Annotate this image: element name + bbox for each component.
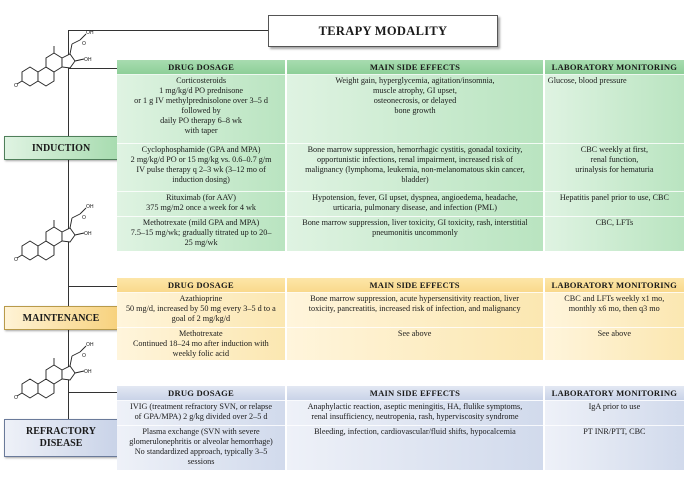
table-row <box>117 144 684 192</box>
header-main-side-effects: MAIN SIDE EFFECTS <box>286 386 544 401</box>
svg-text:O: O <box>82 353 86 359</box>
table-row <box>117 75 684 144</box>
effects-cell: Hypotension, fever, GI upset, dyspnea, angioedema, headache, urticaria, pulmonary disease, and infection (PML) <box>286 192 544 217</box>
lab-cell: Hepatitis panel prior to use, CBC <box>544 192 684 217</box>
svg-text:O: O <box>14 395 18 400</box>
lab-cell: See above <box>544 328 684 361</box>
table-row <box>117 293 684 328</box>
svg-text:OH: OH <box>86 30 94 36</box>
svg-text:O: O <box>82 215 86 221</box>
steroid-molecule-icon <box>14 338 106 400</box>
header-main-side-effects: MAIN SIDE EFFECTS <box>286 60 544 75</box>
svg-text:O: O <box>14 257 18 262</box>
svg-text:O: O <box>82 41 86 47</box>
lab-cell: PT INR/PTT, CBC <box>544 426 684 471</box>
table-row <box>117 401 684 426</box>
steroid-molecule-icon <box>14 200 106 262</box>
refractory-table <box>117 386 684 470</box>
table-row <box>117 217 684 252</box>
drug-cell: Plasma exchange (SVN with severe glomerulonephritis or alveolar hemorrhage) No standardized approach, typically 3–5 sessions <box>117 426 286 471</box>
drug-cell: Rituximab (for AAV) 375 mg/m2 once a week for 4 wk <box>117 192 286 217</box>
svg-text:OH: OH <box>84 57 92 63</box>
header-laboratory-monitoring: LABORATORY MONITORING <box>544 386 684 401</box>
lab-cell: CBC weekly at first, renal function, urinalysis for hematuria <box>544 144 684 192</box>
header-drug-dosage: DRUG DOSAGE <box>117 386 286 401</box>
phase-label-refractory: REFRACTORY DISEASE <box>4 419 118 457</box>
table-row <box>117 328 684 361</box>
steroid-molecule-icon <box>14 26 106 88</box>
maintenance-table <box>117 278 684 360</box>
table-row <box>117 192 684 217</box>
lab-cell: CBC and LFTs weekly x1 mo, monthly x6 mo, then q3 mo <box>544 293 684 328</box>
table-row <box>117 426 684 471</box>
header-drug-dosage: DRUG DOSAGE <box>117 60 286 75</box>
svg-text:OH: OH <box>84 231 92 237</box>
induction-table <box>117 60 684 251</box>
header-laboratory-monitoring: LABORATORY MONITORING <box>544 60 684 75</box>
effects-cell: Bleeding, infection, cardiovascular/fluid shifts, hypocalcemia <box>286 426 544 471</box>
svg-text:O: O <box>14 83 18 88</box>
effects-cell: Anaphylactic reaction, aseptic meningitis, HA, flulike symptoms, renal insufficiency, neutropenia, rash, hyperviscosity syndrome <box>286 401 544 426</box>
drug-cell: Methotrexate Continued 18–24 mo after induction with weekly folic acid <box>117 328 286 361</box>
maintenance-connector <box>68 286 118 287</box>
drug-cell: Azathioprine 50 mg/d, increased by 50 mg every 3–5 d to a goal of 2 mg/kg/d <box>117 293 286 328</box>
drug-cell: Cyclophosphamide (GPA and MPA) 2 mg/kg/d PO or 15 mg/kg vs. 0.6–0.7 g/m IV pulse therapy q 2–3 wk (3–12 mo of induction dosing) <box>117 144 286 192</box>
drug-cell: IVIG (treatment refractory SVN, or relapse of GPA/MPA) 2 g/kg divided over 2–5 d <box>117 401 286 426</box>
phase-label-maintenance: MAINTENANCE <box>4 306 118 330</box>
effects-cell: See above <box>286 328 544 361</box>
page-title: TERAPY MODALITY <box>268 15 498 47</box>
lab-cell: Glucose, blood pressure <box>544 75 684 144</box>
effects-cell: Bone marrow suppression, acute hypersensitivity reaction, liver toxicity, pancreatitis, increased risk of infection, and malignancy <box>286 293 544 328</box>
svg-text:OH: OH <box>84 369 92 375</box>
effects-cell: Bone marrow suppression, liver toxicity, GI toxicity, rash, interstitial pneumonitis uncommonly <box>286 217 544 252</box>
effects-cell: Weight gain, hyperglycemia, agitation/insomnia, muscle atrophy, GI upset, osteonecrosis, or delayed bone growth <box>286 75 544 144</box>
header-drug-dosage: DRUG DOSAGE <box>117 278 286 293</box>
phase-label-induction: INDUCTION <box>4 136 118 160</box>
header-laboratory-monitoring: LABORATORY MONITORING <box>544 278 684 293</box>
effects-cell: Bone marrow suppression, hemorrhagic cystitis, gonadal toxicity, opportunistic infections, renal impairment, increased risk of malignancy (lymphoma, leukemia, non-melanomatous skin cancer, bladder) <box>286 144 544 192</box>
drug-cell: Corticosteroids 1 mg/kg/d PO prednisone or 1 g IV methylprednisolone over 3–5 d followed by daily PO therapy 6–8 wk with taper <box>117 75 286 144</box>
svg-text:OH: OH <box>86 342 94 348</box>
lab-cell: IgA prior to use <box>544 401 684 426</box>
header-main-side-effects: MAIN SIDE EFFECTS <box>286 278 544 293</box>
lab-cell: CBC, LFTs <box>544 217 684 252</box>
svg-text:OH: OH <box>86 204 94 210</box>
drug-cell: Methotrexate (mild GPA and MPA) 7.5–15 mg/wk; gradually titrated up to 20– 25 mg/wk <box>117 217 286 252</box>
